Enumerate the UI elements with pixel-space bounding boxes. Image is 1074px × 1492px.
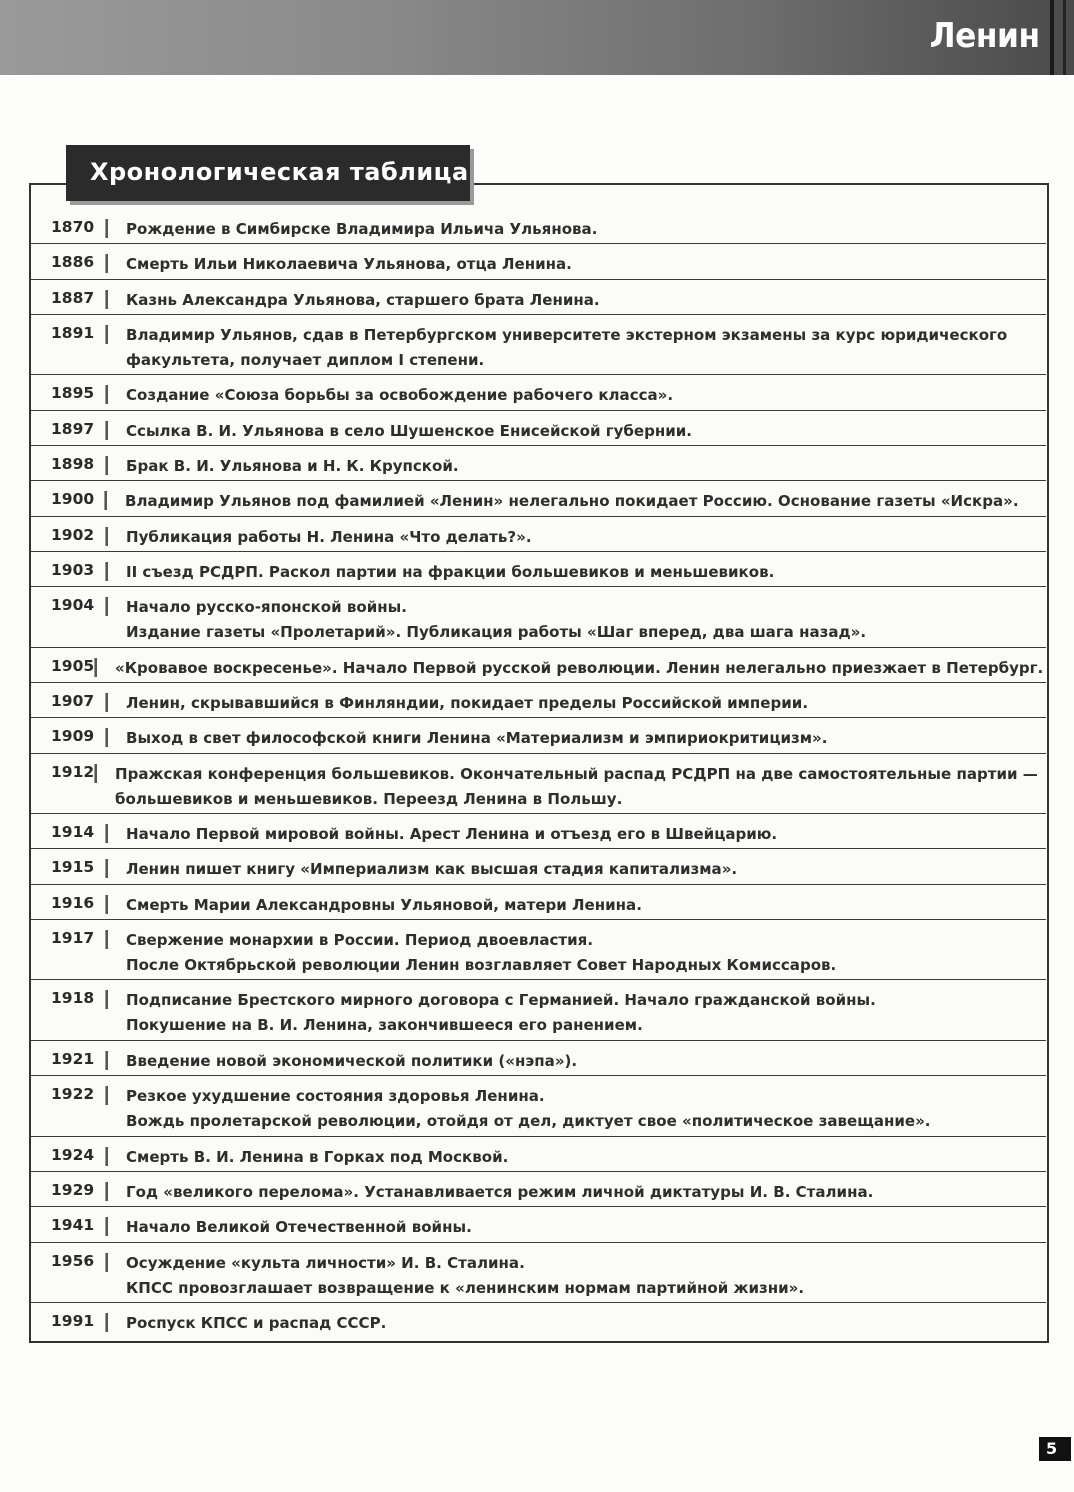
row-year: 1922	[51, 1085, 95, 1104]
row-separator-bar	[105, 930, 108, 949]
event-line: Начало русско-японской войны.	[126, 598, 407, 617]
table-row	[31, 1172, 1046, 1207]
row-year: 1956	[51, 1251, 95, 1270]
event-line: II съезд РСДРП. Раскол партии на фракции большевиков и меньшевиков.	[126, 562, 775, 581]
row-year: 1902	[51, 525, 95, 544]
row-separator-bar	[105, 219, 108, 238]
header-stripe	[1050, 0, 1054, 75]
row-separator-bar	[94, 658, 97, 677]
row-year: 1909	[51, 727, 95, 746]
row-separator-bar	[105, 456, 108, 475]
row-year: 1887	[51, 288, 95, 307]
row-separator-bar	[105, 1253, 108, 1272]
event-line: КПСС провозглашает возвращение к «ленинским нормам партийной жизни».	[126, 1278, 805, 1297]
row-event-text	[126, 1137, 508, 1170]
row-year: 1886	[51, 253, 95, 272]
row-year: 1914	[51, 823, 95, 842]
row-year: 1941	[51, 1216, 95, 1235]
row-event-text	[126, 1243, 804, 1301]
row-year: 1870	[51, 218, 95, 236]
row-year: 1918	[51, 989, 95, 1008]
row-separator-bar	[105, 1086, 108, 1105]
page-number: 5	[1039, 1437, 1071, 1461]
table-row	[31, 885, 1046, 920]
event-line: После Октябрьской революции Ленин возглавляет Совет Народных Комиссаров.	[126, 955, 837, 974]
event-line: Ленин, скрывавшийся в Финляндии, покидает пределы Российской империи.	[126, 693, 809, 712]
row-separator-bar	[105, 1147, 108, 1166]
table-row	[31, 1303, 1046, 1338]
row-event-text	[126, 552, 774, 585]
row-year: 1929	[51, 1181, 95, 1200]
event-line: Рождение в Симбирске Владимира Ильича Ульянова.	[126, 220, 598, 238]
row-separator-bar	[105, 728, 108, 747]
row-year: 1916	[51, 893, 95, 912]
row-year: 1897	[51, 419, 95, 438]
event-line: Подписание Брестского мирного договора с Германией. Начало гражданской войны.	[126, 991, 876, 1010]
row-separator-bar	[105, 597, 108, 616]
row-year: 1904	[51, 596, 95, 615]
row-separator-bar	[105, 895, 108, 914]
table-row	[31, 754, 1046, 815]
row-event-text	[126, 1172, 873, 1205]
table-row	[31, 814, 1046, 849]
row-separator-bar	[104, 491, 107, 510]
row-event-text	[115, 648, 1043, 681]
event-line: Ссылка В. И. Ульянова в село Шушенское Енисейской губернии.	[126, 421, 693, 440]
chronology-table	[29, 183, 1049, 1343]
row-year: 1917	[51, 928, 95, 947]
table-row	[31, 552, 1046, 587]
row-event-text	[126, 920, 836, 978]
row-year: 1895	[51, 384, 95, 403]
row-year: 1924	[51, 1145, 95, 1164]
table-row	[31, 718, 1046, 753]
table-row	[31, 920, 1046, 981]
table-heading: Хронологическая таблица	[90, 158, 469, 186]
row-event-text	[126, 446, 459, 479]
row-year: 1915	[51, 858, 95, 877]
row-event-text	[126, 244, 572, 277]
event-line: Покушение на В. И. Ленина, закончившееся его ранением.	[126, 1016, 643, 1035]
row-event-text	[126, 587, 866, 645]
row-year: 1921	[51, 1049, 95, 1068]
table-row	[31, 315, 1046, 376]
event-line: Ленин пишет книгу «Империализм как высшая стадия капитализма».	[126, 860, 738, 879]
table-row	[31, 980, 1046, 1041]
row-event-text	[126, 849, 737, 882]
header-bar	[0, 0, 1074, 75]
row-event-text	[126, 209, 597, 242]
event-line: Издание газеты «Пролетарий». Публикация работы «Шаг вперед, два шага назад».	[126, 623, 867, 642]
event-line: Создание «Союза борьбы за освобождение рабочего класса».	[126, 386, 674, 405]
row-event-text	[126, 718, 827, 751]
row-separator-bar	[105, 1051, 108, 1070]
table-rows	[31, 209, 1046, 1338]
row-event-text	[126, 683, 808, 716]
row-year: 1991	[51, 1312, 95, 1331]
event-line: Осуждение «культа личности» И. В. Сталина.	[126, 1253, 525, 1272]
row-separator-bar	[105, 527, 108, 546]
table-row	[31, 683, 1046, 718]
row-separator-bar	[105, 421, 108, 440]
row-separator-bar	[105, 824, 108, 843]
table-row	[31, 1207, 1046, 1242]
row-event-text	[126, 885, 642, 918]
row-event-text	[126, 1041, 577, 1074]
header-stripe	[1063, 0, 1066, 75]
row-separator-bar	[105, 325, 108, 344]
row-year: 1891	[51, 323, 95, 342]
event-line: Начало Первой мировой войны. Арест Ленина и отъезд его в Швейцарию.	[126, 825, 778, 844]
event-line: Смерть В. И. Ленина в Горках под Москвой.	[126, 1147, 509, 1166]
row-event-text	[126, 280, 600, 313]
row-separator-bar	[105, 1182, 108, 1201]
event-line: большевиков и меньшевиков. Переезд Ленина в Польшу.	[115, 789, 623, 808]
row-separator-bar	[105, 562, 108, 581]
table-row	[31, 849, 1046, 884]
table-row	[31, 446, 1046, 481]
row-event-text	[126, 375, 673, 408]
row-year: 1907	[51, 691, 95, 710]
row-year: 1905	[51, 656, 95, 675]
event-line: Смерть Марии Александровны Ульяновой, матери Ленина.	[126, 895, 642, 914]
event-line: Смерть Ильи Николаевича Ульянова, отца Ленина.	[126, 255, 572, 274]
event-line: Пражская конференция большевиков. Окончательный распад РСДРП на две самостоятельные партии —	[115, 764, 1038, 783]
event-line: Брак В. И. Ульянова и Н. К. Крупской.	[126, 456, 459, 475]
page-title: Ленин	[929, 16, 1040, 56]
row-event-text	[126, 814, 777, 847]
row-event-text	[126, 1207, 472, 1240]
table-row	[31, 209, 1046, 244]
row-separator-bar	[94, 764, 97, 783]
row-event-text	[126, 517, 532, 550]
table-row	[31, 1076, 1046, 1137]
row-separator-bar	[105, 693, 108, 712]
event-line: «Кровавое воскресенье». Начало Первой русской революции. Ленин нелегально приезжает в Петербург.	[115, 658, 1044, 677]
event-line: Вождь пролетарской революции, отойдя от дел, диктует свое «политическое завещание».	[126, 1112, 931, 1131]
event-line: Роспуск КПСС и распад СССР.	[126, 1314, 387, 1333]
row-year: 1900	[51, 490, 95, 509]
row-separator-bar	[105, 1217, 108, 1236]
table-row	[31, 517, 1046, 552]
row-separator-bar	[105, 1313, 108, 1332]
table-row	[31, 411, 1046, 446]
event-line: Свержение монархии в России. Период двоевластия.	[126, 930, 594, 949]
row-year: 1903	[51, 560, 95, 579]
event-line: Год «великого перелома». Устанавливается режим личной диктатуры И. В. Сталина.	[126, 1183, 874, 1202]
row-separator-bar	[105, 859, 108, 878]
table-row	[31, 1243, 1046, 1304]
event-line: Публикация работы Н. Ленина «Что делать?».	[126, 527, 532, 546]
event-line: Казнь Александра Ульянова, старшего брата Ленина.	[126, 290, 600, 309]
row-event-text	[125, 481, 1019, 514]
table-row	[31, 280, 1046, 315]
row-year: 1912	[51, 762, 95, 781]
row-event-text	[115, 754, 1038, 812]
event-line: Начало Великой Отечественной войны.	[126, 1218, 472, 1237]
row-event-text	[126, 411, 692, 444]
row-event-text	[126, 315, 1007, 373]
event-line: Введение новой экономической политики («нэпа»).	[126, 1051, 578, 1070]
event-line: Выход в свет философской книги Ленина «Материализм и эмпириокритицизм».	[126, 729, 828, 748]
row-event-text	[126, 980, 876, 1038]
table-row	[31, 244, 1046, 279]
row-event-text	[126, 1076, 931, 1134]
event-line: Резкое ухудшение состояния здоровья Ленина.	[126, 1087, 545, 1106]
event-line: Владимир Ульянов, сдав в Петербургском университете экстерном экзамены за курс юридического	[126, 325, 1008, 344]
row-separator-bar	[105, 385, 108, 404]
table-row	[31, 648, 1046, 683]
table-row	[31, 481, 1046, 516]
row-year: 1898	[51, 454, 95, 473]
event-line: факультета, получает диплом I степени.	[126, 350, 485, 369]
table-row	[31, 1137, 1046, 1172]
row-separator-bar	[105, 290, 108, 309]
event-line: Владимир Ульянов под фамилией «Ленин» нелегально покидает Россию. Основание газеты «Искра».	[124, 492, 1019, 511]
table-row	[31, 375, 1046, 410]
table-row	[31, 587, 1046, 648]
row-separator-bar	[105, 254, 108, 273]
table-heading-box	[66, 145, 470, 201]
table-row	[31, 1041, 1046, 1076]
row-event-text	[126, 1303, 386, 1336]
row-separator-bar	[105, 990, 108, 1009]
